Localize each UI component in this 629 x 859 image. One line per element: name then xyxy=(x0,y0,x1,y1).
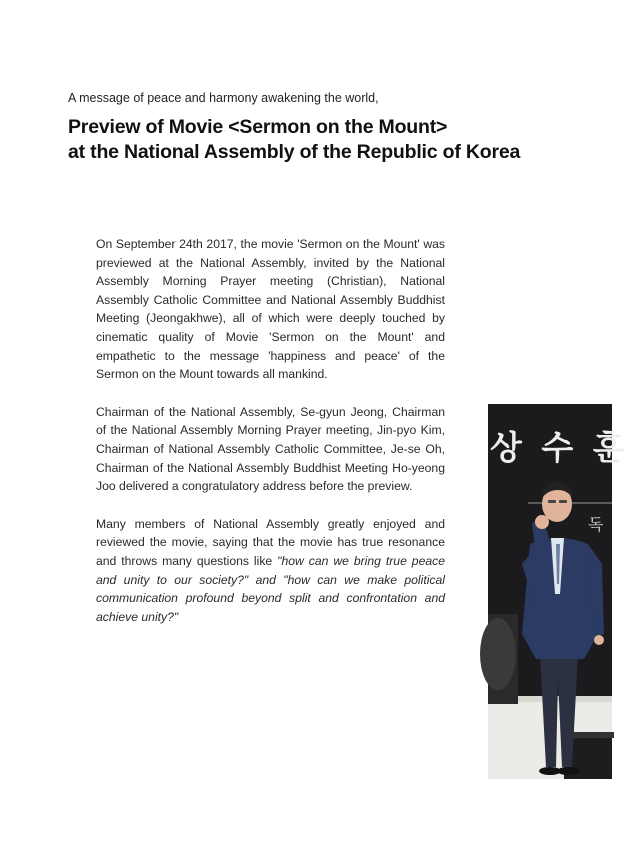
paragraph-3 xyxy=(96,515,445,627)
article-title xyxy=(68,115,598,165)
paragraph-3-quote: "how can we bring true peace and unity to our society?" and "how can we make political communication profound beyond split and confrontation and achieve unity?" xyxy=(96,553,445,624)
paragraph-1: On September 24th 2017, the movie 'Sermon on the Mount' was previewed at the National Assembly, invited by the National Assembly Morning Prayer meeting (Christian), National Assembly Catholic Committee and National Assembly Buddhist Meeting (Jeongakhwe), all of which were deeply touched by cinematic quality of Movie 'Sermon on the Mount' and empathetic to the message 'happiness and peace' of the Sermon on the Mount towards all mankind. xyxy=(96,237,445,382)
paragraph-3-text: Many members of National Assembly greatly enjoyed and reviewed the movie, saying that the movie has true resonance and throws many questions like xyxy=(96,516,445,568)
paragraph-2: Chairman of the National Assembly, Se-gyun Jeong, Chairman of the National Assembly Morning Prayer meeting, Jin-pyo Kim, Chairman of National Assembly Catholic Committee, Je-se Oh, Chairman of the National Assembly Buddhist Meeting Ho-yeong Joo delivered a congratulatory address before the preview. xyxy=(96,404,445,494)
article-kicker: A message of peace and harmony awakening the world, xyxy=(68,91,379,105)
banner-subtext: 독 xyxy=(588,515,604,534)
event-photo xyxy=(488,404,629,779)
title-line-2: at the National Assembly of the Republic of Korea xyxy=(68,141,521,163)
article-body xyxy=(96,235,445,645)
banner-text: 상 수 훈 xyxy=(490,428,629,467)
title-line-1: Preview of Movie <Sermon on the Mount> xyxy=(68,116,448,138)
